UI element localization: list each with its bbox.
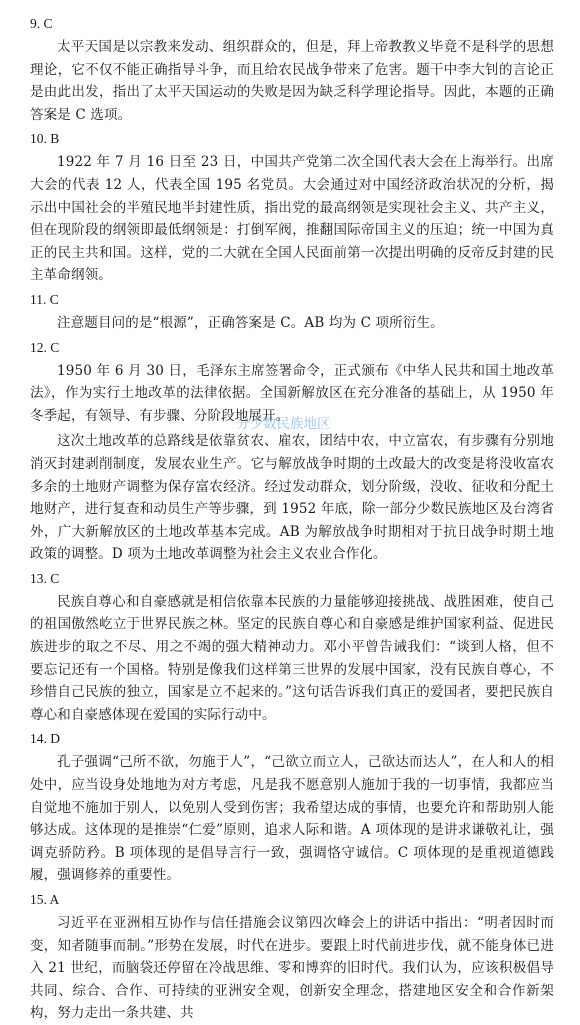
explanation-paragraph: 注意题目问的是“根源”，正确答案是 C。AB 均为 C 项所衍生。: [57, 314, 444, 331]
answer-number: 12. C: [30, 339, 60, 355]
explanation-paragraph: 孔子强调“己所不欲，勿施于人”，“己欲立而立人，己欲达而达人”，在人和人的相处中，应当设身处地地为对方考虑，凡是我不愿意别人施加于我的一切事情，我都应当自觉地不施加于别人，以免别人受到伤害；我希望达成的事情，也要允许和帮助别人能够达成。这体现的是推崇“仁爱”原则，追求人际和谐。A 项体现的是讲求谦敬礼让，强调克骄防矜。B 项体现的是倡导言行一致，强调恪守诚信。C 项体现的是重视道德践履，强调修养的重要性。: [30, 754, 554, 884]
answer-number: 9. C: [30, 16, 53, 31]
explanation-paragraph: 民族自尊心和自豪感就是相信依靠本民族的力量能够迎接挑战、战胜困难，使自己的祖国傲然屹立于世界民族之林。坚定的民族自尊心和自豪感是维护国家利益、促进民族进步的取之不尽、用之不竭的强大精神动力。邓小平曾告诫我们：“谈到人格，但不要忘记还有一个国格。特别是像我们这样第三世界的发展中国家，没有民族自尊心，不珍惜自己民族的独立，国家是立不起来的。”这句话告诉我们真正的爱国者，要把民族自尊心和自豪感体现在爱国的实际行动中。: [30, 593, 554, 723]
explanation-paragraph: 太平天国是以宗教来发动、组织群众的，但是，拜上帝教教义毕竟不是科学的思想理论，它不仅不能正确指导斗争，而且给农民战争带来了危害。题干中李大钊的言论正是由此出发，指出了太平天国运动的失败是因为缺乏科学理论指导。因此，本题的正确答案是 C 选项。: [30, 39, 554, 123]
answer-number: 15. A: [30, 892, 60, 907]
explanation-paragraph: 1950 年 6 月 30 日，毛泽东主席签署命令，正式颁布《中华人民共和国土地改革法》，作为实行土地改革的法律依据。全国新解放区在充分准备的基础上，从 1950 年冬季起，有领导、有步骤、分阶段地展开。: [30, 362, 554, 424]
answer-number: 14. D: [30, 731, 60, 747]
answer-number: 10. B: [30, 131, 60, 147]
watermark: 分少数民族地区: [236, 416, 331, 432]
explanation-paragraph: 这次土地改革的总路线是依靠贫农、雇农，团结中农，中立富农，有步骤有分别地消灭封建剥削制度，发展农业生产。它与解放战争时期的土改最大的改变是将没收富农多余的土地财产调整为保存富农经济。经过发动群众，划分阶级，没收、征收和分配土地财产，进行复查和动员生产等步骤，到 1952 年底，除一部分少数民族地区及台湾省外，广大新解放区的土地改革基本完成。AB 为解放战争时期相对于抗日战争时期土地政策的调整。D 项为土地改革调整为社会主义农业合作化。: [30, 433, 554, 563]
answer-number: 13. C: [30, 570, 60, 586]
answer-number: 11. C: [30, 291, 59, 307]
explanation-paragraph: 1922 年 7 月 16 日至 23 日，中国共产党第二次全国代表大会在上海举行。出席大会的代表 12 人，代表全国 195 名党员。大会通过对中国经济政治状况的分析，揭示出中国社会的半殖民地半封建性质，指出党的最高纲领是实现社会主义、共产主义，但在现阶段的纲领即最低纲领是：打倒军阀，推翻国际帝国主义的压迫；统一中国为真正的民主共和国。这样，党的二大就在全国人民面前第一次提出明确的反帝反封建的民主革命纲领。: [30, 154, 554, 284]
explanation-paragraph: 习近平在亚洲相互协作与信任措施会议第四次峰会上的讲话中指出：“明者因时而变，知者随事而制。”形势在发展，时代在进步。要跟上时代前进步伐，就不能身体已进入 21 世纪，而脑袋还停留在冷战思维、零和博弈的旧时代。我们认为，应该积极倡导共同、综合、合作、可持续的亚洲安全观，创新安全理念，搭建地区安全和合作新架构，努力走出一条共建、共: [30, 915, 554, 1022]
